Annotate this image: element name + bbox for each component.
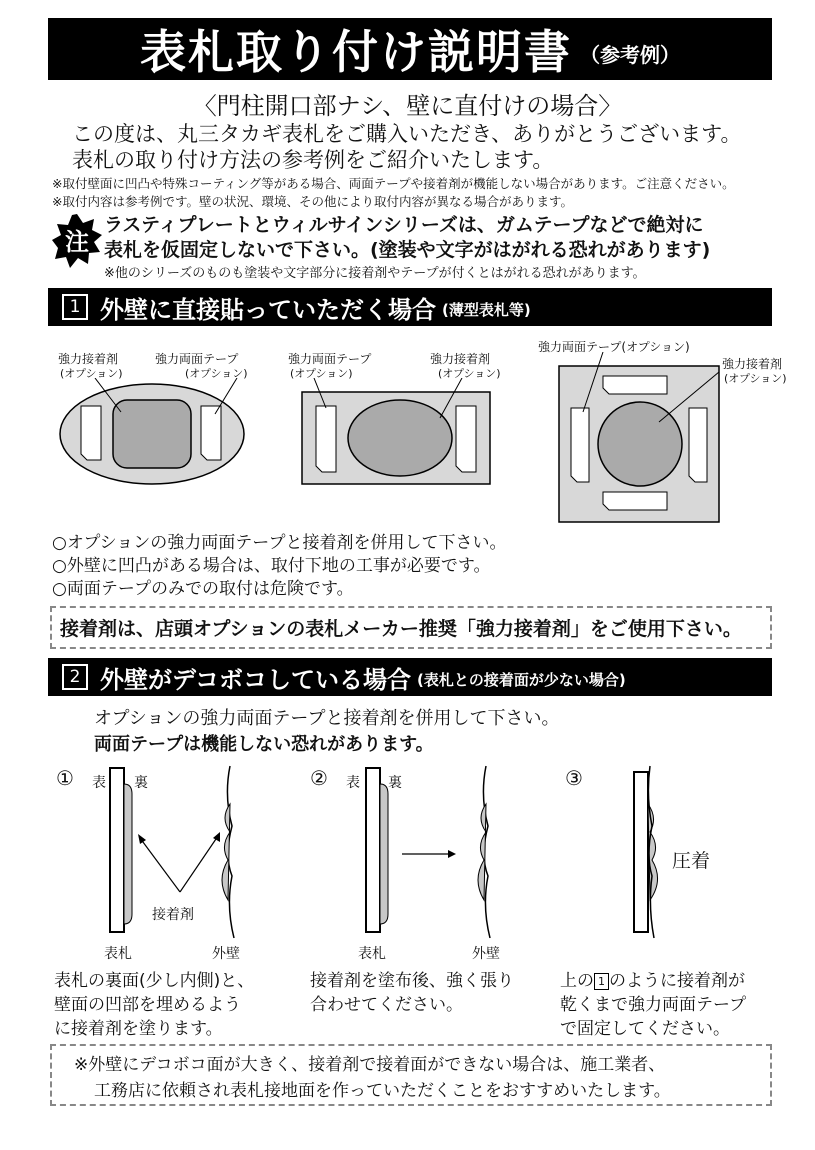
page-title-suffix: （参考例） (580, 42, 680, 67)
step-1-plate-label: 表札 (104, 946, 132, 962)
step-2-front-label: 表 (346, 775, 360, 791)
section-2-note-line-2: 工務店に依頼され表札接地面を作っていただくことをおすすめいたします。 (94, 1081, 671, 1101)
d2-adhesive-opt: (オプション) (438, 367, 501, 380)
d1-tape-label: 強力両面テープ (155, 352, 239, 366)
d2-tape-opt: (オプション) (290, 367, 353, 380)
step-2-plate-label: 表札 (358, 946, 386, 962)
diagram-oval-plate (55, 378, 255, 488)
subtitle: 〈門柱開口部ナシ、壁に直付けの場合〉 (192, 92, 623, 120)
section-2-intro-2: 両面テープは機能しない恐れがあります。 (94, 734, 434, 755)
section-1-bullet-3: ○両面テープのみでの取付は危険です。 (52, 579, 354, 599)
section-1-bullet-2: ○外壁に凹凸がある場合は、取付下地の工事が必要です。 (52, 556, 491, 576)
d2-adhesive-label: 強力接着剤 (430, 352, 491, 366)
page-title: 表札取り付け説明書 (140, 25, 572, 79)
section-2-intro-1: オプションの強力両面テープと接着剤を併用して下さい。 (94, 708, 560, 729)
note-1: ※取付壁面に凹凸や特殊コーティング等がある場合、両面テープや接着剤が機能しない場合があります。ご注意ください。 (52, 176, 735, 191)
step-2-back-label: 裏 (388, 775, 402, 791)
caution-small-note: ※他のシリーズのものも塗装や文字部分に接着剤やテープが付くとはがれる恐れがあります。 (104, 266, 646, 281)
diagram-square-plate (555, 352, 725, 527)
step-1-adhesive-label: 接着剤 (152, 907, 194, 923)
d3-adhesive-label: 強力接着剤 (722, 357, 783, 371)
intro-line-1: この度は、丸三タカギ表札をご購入いただき、ありがとうございます。 (72, 122, 742, 146)
step-2-text-2: 合わせてください。 (310, 995, 463, 1015)
step-2-wall-label: 外壁 (472, 946, 500, 962)
section-1-header (48, 288, 772, 326)
step-3-text-suffix: のように接着剤が (609, 971, 745, 991)
caution-line-2: 表札を仮固定しないで下さい。(塗装や文字がはがれる恐れがあります) (104, 239, 711, 261)
step-1-text-2: 壁面の凹部を埋めるよう (54, 995, 241, 1015)
d1-adhesive-opt: (オプション) (60, 367, 123, 380)
section-2-note-box (50, 1044, 772, 1106)
step-1-back-label: 裏 (134, 775, 148, 791)
d2-tape-label: 強力両面テープ (288, 352, 372, 366)
caution-badge-icon (52, 214, 102, 268)
section-2-title: 外壁がデコボコしている場合 (100, 665, 412, 694)
step-3-text-3: で固定してください。 (560, 1019, 730, 1039)
d1-tape-opt: (オプション) (185, 367, 248, 380)
section-1-recommend-text: 接着剤は、店頭オプションの表札メーカー推奨「強力接着剤」をご使用下さい。 (60, 618, 742, 640)
section-1-bullet-1: ○オプションの強力両面テープと接着剤を併用して下さい。 (52, 533, 507, 553)
note-2: ※取付内容は参考例です。壁の状況、環境、その他により取付内容が異なる場合があります。 (52, 194, 573, 209)
d3-tape-label: 強力両面テープ(オプション) (538, 340, 690, 354)
d1-adhesive-label: 強力接着剤 (58, 352, 119, 366)
section-1-number: 1 (62, 294, 88, 320)
section-2-note-line-1: ※外壁にデコボコ面が大きく、接着剤で接着面ができない場合は、施工業者、 (74, 1055, 666, 1075)
step-3-press-label: 圧着 (672, 850, 711, 872)
step-2-diagram (356, 764, 506, 940)
step-1-front-label: 表 (92, 775, 106, 791)
section-1-subtitle: (薄型表札等) (442, 300, 531, 319)
step-3-number: ③ (565, 766, 583, 790)
step-3-text-1 (560, 966, 745, 991)
step-1-wall-label: 外壁 (212, 946, 240, 962)
caution-badge-text: 注 (65, 228, 89, 256)
step-1-text-3: に接着剤を塗ります。 (54, 1019, 223, 1039)
section-2-subtitle: (表札との接着面が少ない場合) (417, 670, 626, 689)
step-3-text-prefix: 上の (560, 971, 594, 991)
step-3-diagram (624, 764, 674, 940)
step-3-text-2: 乾くまで強力両面テープ (560, 995, 747, 1015)
step-2-text-1: 接着剤を塗布後、強く張り (310, 971, 514, 991)
step-2-number: ② (310, 766, 328, 790)
intro-line-2: 表札の取り付け方法の参考例をご紹介いたします。 (72, 148, 554, 172)
step-3-section-ref: 1 (594, 973, 609, 990)
diagram-rect-plate (300, 378, 495, 488)
section-2-header (48, 658, 772, 696)
d3-adhesive-opt: (オプション) (724, 372, 787, 385)
section-1-title: 外壁に直接貼っていただく場合 (100, 295, 436, 324)
step-1-text-1: 表札の裏面(少し内側)と、 (54, 971, 255, 991)
section-1-recommend-box (50, 606, 772, 649)
section-2-number: 2 (62, 664, 88, 690)
step-1-number: ① (56, 766, 74, 790)
title-bar (48, 18, 772, 80)
caution-line-1: ラスティプレートとウィルサインシリーズは、ガムテープなどで絶対に (104, 214, 704, 236)
